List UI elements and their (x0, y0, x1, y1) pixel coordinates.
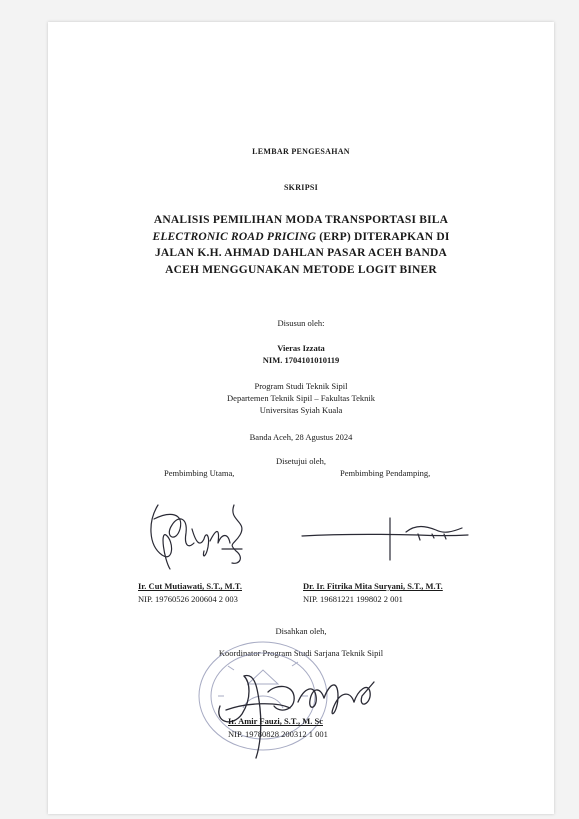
departemen: Departemen Teknik Sipil – Fakultas Teknik (227, 393, 375, 403)
title-line-3: JALAN K.H. AHMAD DAHLAN PASAR ACEH BANDA (154, 247, 448, 259)
disahkan-label: Disahkan oleh, (275, 626, 327, 636)
skripsi-heading: SKRIPSI (283, 183, 319, 192)
thesis-title (48, 212, 554, 278)
author-name: Vieras Izzata (277, 343, 325, 353)
koordinator-nip: NIP. 19780828 200312 1 001 (228, 729, 328, 739)
pembimbing-utama-name: Ir. Cut Mutiawati, S.T., M.T. (138, 581, 242, 591)
universitas: Universitas Syiah Kuala (259, 405, 343, 415)
place-date: Banda Aceh, 28 Agustus 2024 (249, 432, 353, 442)
disetujui-label: Disetujui oleh, (275, 456, 327, 466)
pembimbing-pendamping-nip: NIP. 19681221 199802 2 001 (303, 594, 403, 604)
lembar-pengesahan-heading: LEMBAR PENGESAHAN (252, 147, 350, 156)
disusun-label: Disusun oleh: (277, 318, 325, 328)
pembimbing-utama-nip: NIP. 19760526 200604 2 003 (138, 594, 238, 604)
pembimbing-utama-label: Pembimbing Utama, (164, 468, 235, 478)
pembimbing-pendamping-label: Pembimbing Pendamping, (340, 468, 431, 478)
title-line-4: ACEH MENGGUNAKAN METODE LOGIT BINER (165, 263, 437, 276)
title-erp-italic: ELECTRONIC ROAD PRICING (152, 230, 317, 243)
title-line-2-rest: (ERP) DITERAPKAN DI (316, 230, 450, 243)
signature-koordinator (198, 662, 388, 762)
title-line-1: ANALISIS PEMILIHAN MODA TRANSPORTASI BILA (153, 214, 449, 226)
koordinator-role: Koordinator Program Studi Sarjana Teknik Sipil (218, 648, 384, 658)
title-line-2 (48, 229, 554, 246)
program-studi: Program Studi Teknik Sipil (254, 381, 348, 391)
signature-pembimbing-utama (144, 499, 264, 587)
pembimbing-pendamping-name: Dr. Ir. Fitrika Mita Suryani, S.T., M.T. (303, 581, 443, 591)
signature-pembimbing-pendamping (298, 514, 488, 564)
koordinator-name: Ir. Amir Fauzi, S.T., M. Sc (228, 716, 323, 726)
document-page (48, 22, 554, 814)
author-nim: NIM. 1704101010119 (262, 355, 340, 365)
